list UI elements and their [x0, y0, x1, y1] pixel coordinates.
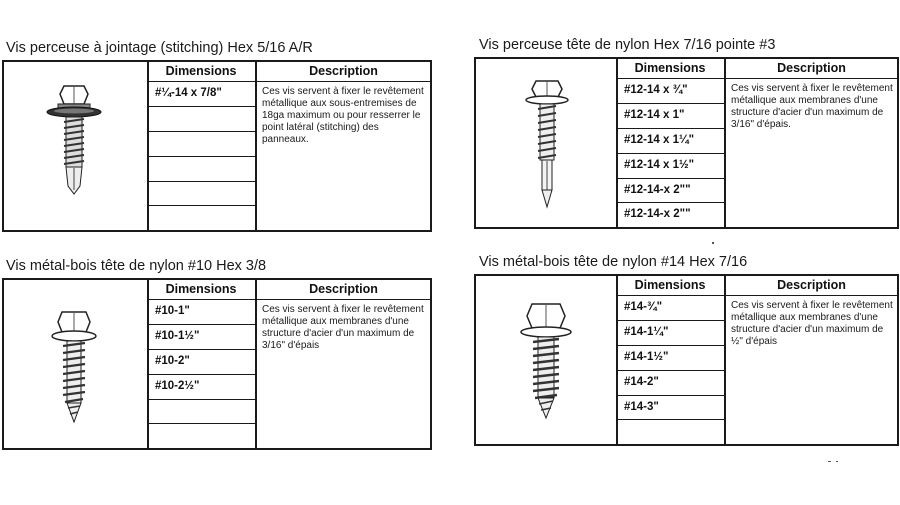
product-image: [476, 276, 618, 444]
dimension-row: #14-¾": [616, 296, 724, 321]
dimension-row: #12-14-x 2"": [624, 208, 691, 220]
stitching-screw-icon: [44, 76, 104, 216]
description-column: [726, 59, 897, 227]
description-column: [257, 62, 430, 230]
description-text: Ces vis servent à fixer le revêtement métallique aux sous-entremises de 18ga maximum ou pour resserrer le point latéral (stitching) des panneaux.: [262, 86, 424, 145]
dimensions-column: [616, 59, 726, 227]
scan-speck: [836, 461, 838, 462]
dimension-row: [147, 400, 255, 424]
dimensions-header: Dimensions: [147, 62, 255, 82]
description-header: Description: [726, 276, 897, 296]
dimensions-header: Dimensions: [147, 280, 255, 300]
description-header: Description: [257, 280, 430, 300]
dimension-row: #10-2": [147, 350, 255, 375]
panel-title: Vis métal-bois tête de nylon #10 Hex 3/8: [6, 258, 267, 274]
description-text: Ces vis servent à fixer le revêtement métallique aux membranes d'une structure d'acier d'un maximum de 3/16" d'épais: [262, 304, 424, 351]
dimension-row: [147, 424, 255, 448]
dimension-row: [147, 132, 255, 157]
spec-table: [474, 274, 899, 446]
dimensions-column: [147, 62, 257, 230]
dimension-row: #10-1": [147, 300, 255, 325]
scan-speck: [828, 461, 831, 462]
dimensions-column: [147, 280, 257, 448]
dimension-row: #12-14-x 2"": [616, 179, 724, 203]
product-image: [4, 62, 149, 230]
dimension-row: [616, 420, 724, 444]
dimensions-header: Dimensions: [616, 276, 724, 296]
spec-table: [2, 60, 432, 232]
dimension-row: #12-14 x 1½": [616, 154, 724, 179]
dimension-row: #14-3": [616, 396, 724, 420]
panel-title: Vis perceuse tête de nylon Hex 7/16 pointe #3: [479, 37, 776, 53]
spec-table: [2, 278, 432, 450]
panel-title: Vis métal-bois tête de nylon #14 Hex 7/16: [479, 254, 748, 270]
description-column: [257, 280, 430, 448]
dimension-row: #14-1¼": [616, 321, 724, 346]
description-header: Description: [726, 59, 897, 79]
description-column: [726, 276, 897, 444]
dimensions-header: Dimensions: [616, 59, 724, 79]
nylon-head-drill-screw-icon: [522, 69, 572, 219]
wood-screw-icon: [44, 300, 104, 440]
dimension-row: #12-14 x ¾": [616, 79, 724, 104]
dimension-row: #14-2": [616, 371, 724, 396]
description-text: Ces vis servent à fixer le revêtement métallique aux membranes d'une structure d'acier d'un maximum de ½" d'épais: [731, 300, 893, 347]
product-image: [4, 280, 149, 448]
dimension-row: [147, 107, 255, 132]
large-wood-screw-icon: [516, 294, 576, 434]
product-image: [476, 59, 618, 227]
description-header: Description: [257, 62, 430, 82]
dimension-row: #12-14 x 1¼": [616, 129, 724, 154]
scan-speck: [712, 242, 714, 244]
dimension-row: #¼-14 x 7/8": [147, 82, 255, 107]
dimensions-column: [616, 276, 726, 444]
dimension-row: [147, 182, 255, 206]
dimension-row: #12-14 x 1": [616, 104, 724, 129]
description-text: Ces vis servent à fixer le revêtement métallique aux membranes d'une structure d'acier d'un maximum de 3/16" d'épais.: [731, 83, 893, 130]
dimension-row: [147, 206, 255, 230]
dimension-row: #10-1½": [147, 325, 255, 350]
dimension-row: #14-1½": [616, 346, 724, 371]
dimension-row: #10-2½": [147, 375, 255, 400]
dimension-row: [147, 157, 255, 182]
spec-table: [474, 57, 899, 229]
panel-title: Vis perceuse à jointage (stitching) Hex 5/16 A/R: [6, 40, 313, 56]
